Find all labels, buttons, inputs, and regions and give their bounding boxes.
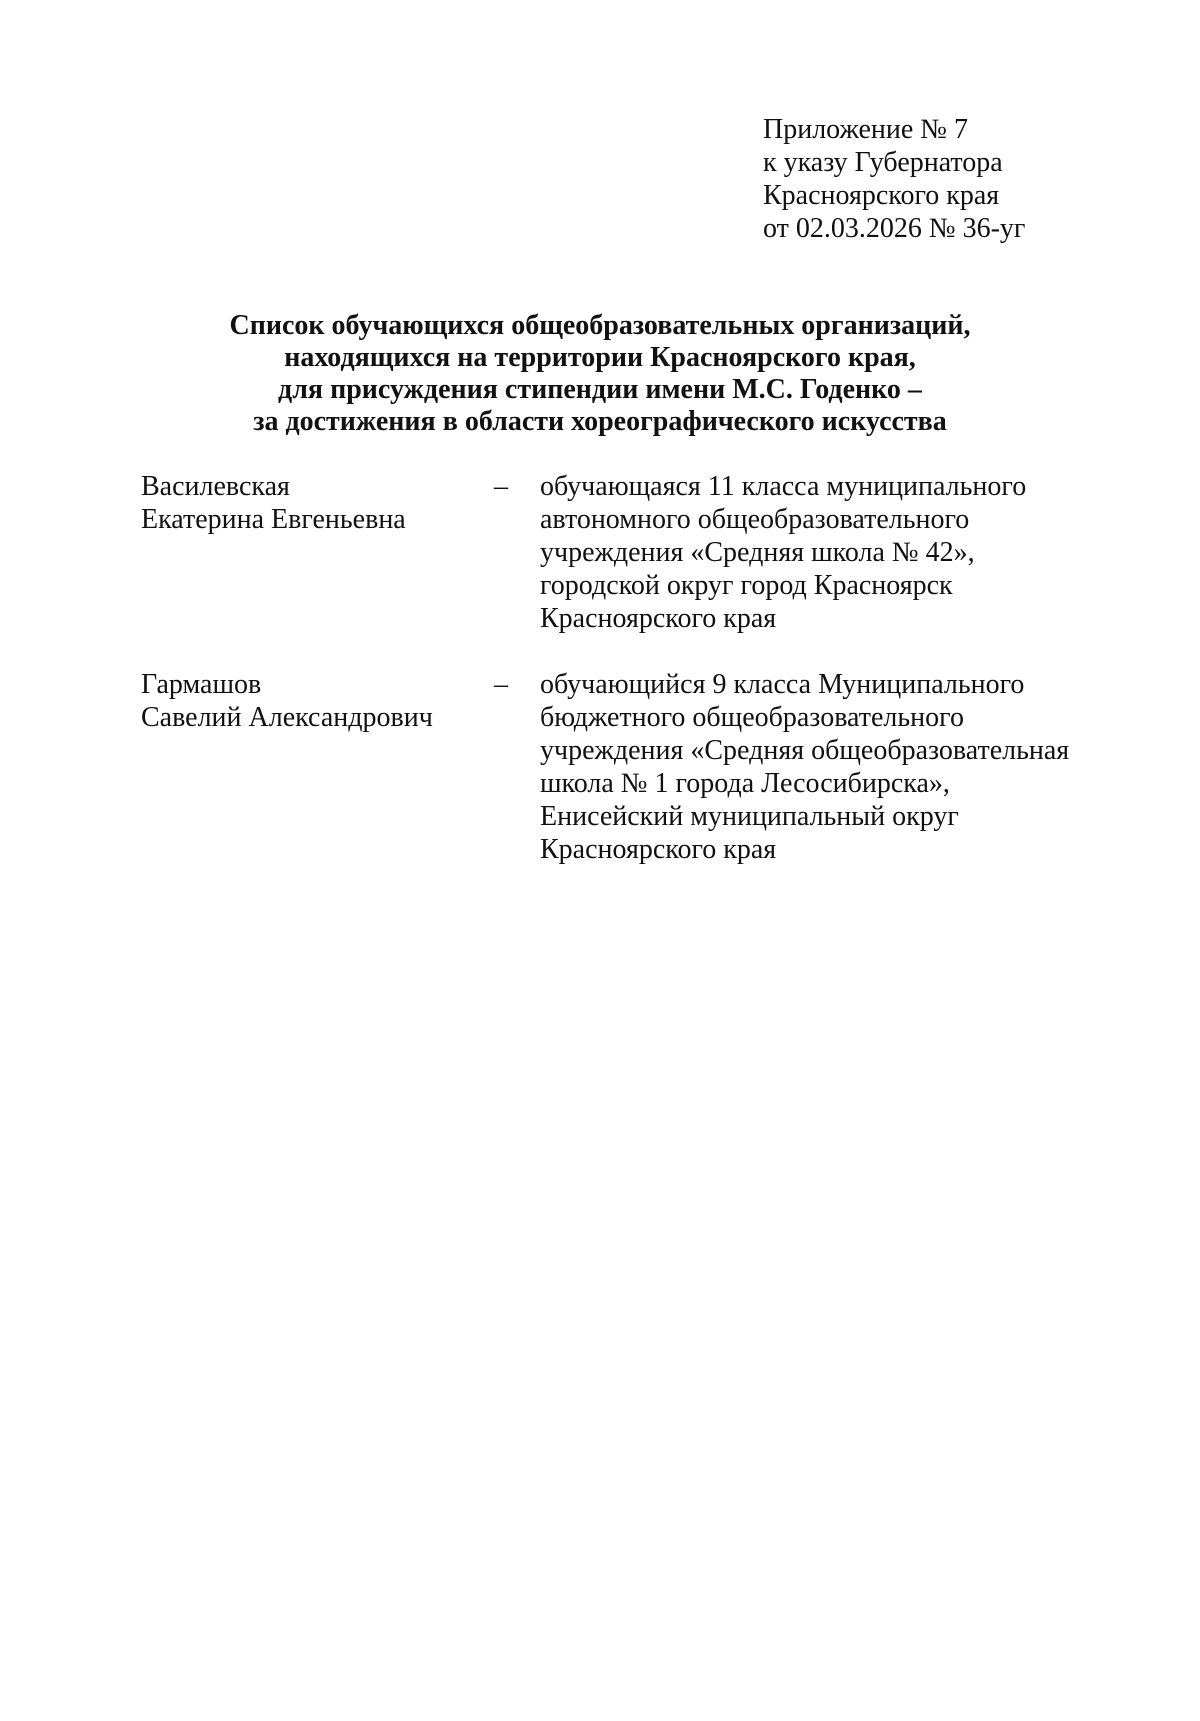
separator-dash: –: [494, 669, 508, 700]
student-description: [540, 668, 1100, 866]
desc-line: Красноярского края: [540, 603, 777, 634]
desc-line: Енисейский муниципальный округ: [540, 801, 959, 832]
desc-line: обучающаяся 11 класса муниципального: [540, 471, 1027, 502]
student-description: [540, 470, 1100, 635]
desc-line: автономного общеобразовательного: [540, 504, 970, 535]
appendix-line: Красноярского края: [763, 180, 1000, 211]
desc-line: обучающийся 9 класса Муниципального: [540, 669, 1025, 700]
document-title: [120, 310, 1080, 438]
name-line: Савелий Александрович: [141, 702, 433, 733]
student-name: [141, 668, 471, 734]
desc-line: учреждения «Средняя общеобразовательная: [540, 735, 1070, 766]
desc-line: Красноярского края: [540, 834, 777, 865]
title-line: Список обучающихся общеобразовательных организаций,: [229, 310, 971, 341]
student-name: [141, 470, 471, 536]
title-line: находящихся на территории Красноярского края,: [284, 342, 916, 373]
appendix-header: [763, 113, 1163, 245]
desc-line: учреждения «Средняя школа № 42»,: [540, 537, 975, 568]
separator-dash: –: [494, 471, 508, 502]
name-line: Гармашов: [141, 669, 262, 700]
appendix-line: к указу Губернатора: [763, 147, 1003, 178]
desc-line: бюджетного общеобразовательного: [540, 702, 964, 733]
name-line: Василевская: [141, 471, 290, 502]
appendix-line: от 02.03.2026 № 36-уг: [763, 213, 1026, 244]
title-line: для присуждения стипендии имени М.С. Годенко –: [278, 374, 922, 405]
title-line: за достижения в области хореографического искусства: [253, 406, 947, 437]
name-line: Екатерина Евгеньевна: [141, 504, 406, 535]
appendix-line: Приложение № 7: [763, 114, 968, 145]
desc-line: городской округ город Красноярск: [540, 570, 953, 601]
desc-line: школа № 1 города Лесосибирска»,: [540, 768, 950, 799]
